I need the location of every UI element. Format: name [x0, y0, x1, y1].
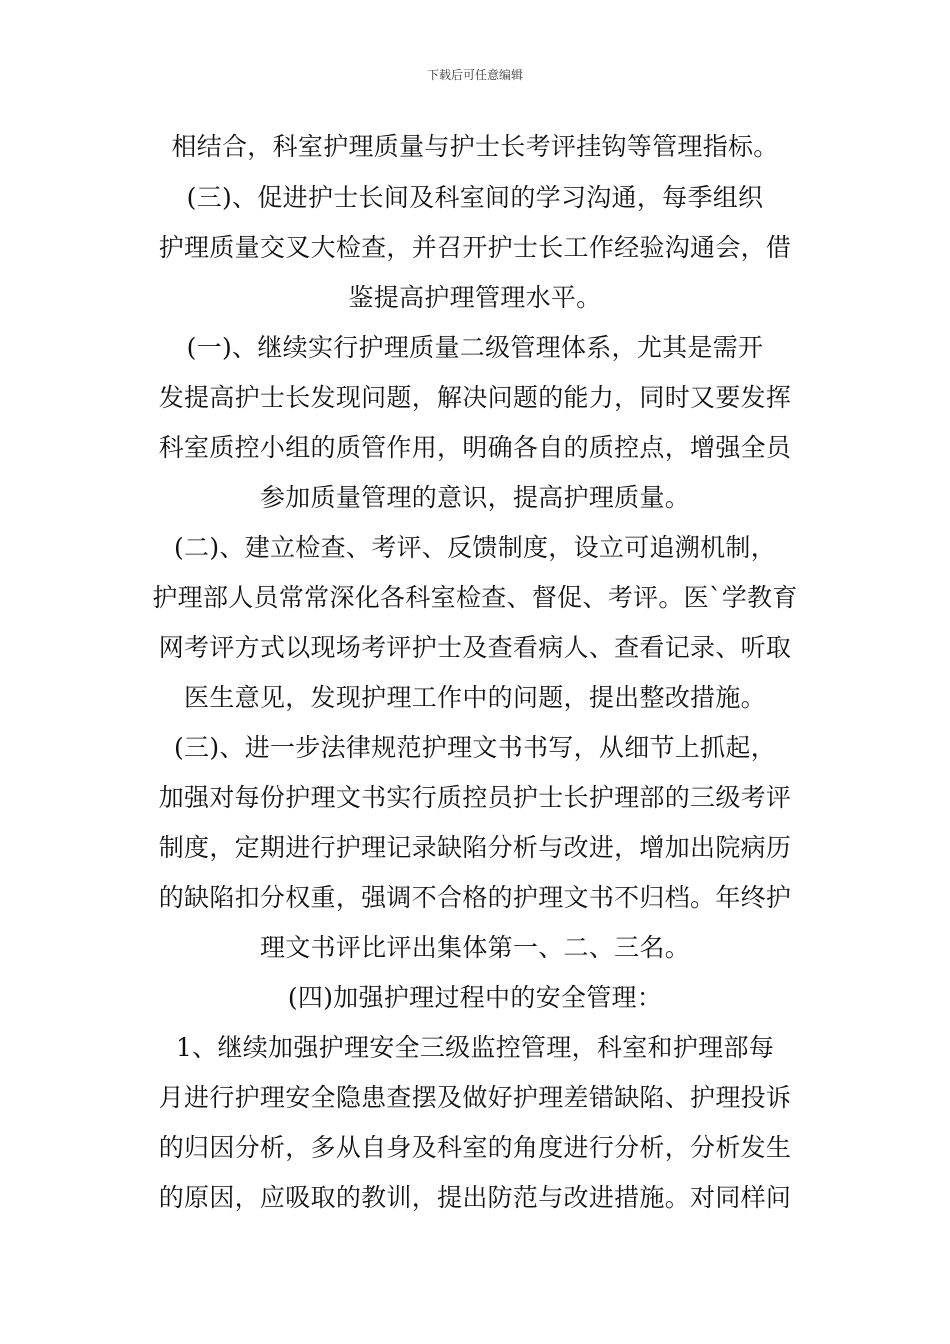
- text-line: (三)、进一步法律规范护理文书书写，从细节上抓起，: [173, 733, 776, 762]
- text-line: 科室质控小组的质管作用，明确各自的质控点，增强全员: [158, 433, 792, 462]
- text-line: 的原因，应吸取的教训，提出防范与改进措施。对同样问: [158, 1183, 792, 1212]
- text-line: 参加质量管理的意识，提高护理质量。: [259, 483, 691, 512]
- page-header: 下载后可任意编辑: [426, 68, 523, 82]
- text-line: 理文书评比评出集体第一、二、三名。: [259, 933, 691, 962]
- text-line: 护理质量交叉大检查，并召开护士长工作经验沟通会，借: [158, 233, 792, 262]
- text-line: 鉴提高护理管理水平。: [348, 283, 602, 312]
- text-line: (二)、建立检查、考评、反馈制度，设立可追溯机制，: [173, 533, 776, 562]
- text-line: 加强对每份护理文书实行质控员护士长护理部的三级考评: [158, 783, 792, 812]
- text-line: (一)、继续实行护理质量二级管理体系，尤其是需开: [186, 333, 764, 362]
- text-line: (三)、促进护士长间及科室间的学习沟通，每季组织: [186, 183, 764, 212]
- text-line: 月进行护理安全隐患查摆及做好护理差错缺陷、护理投诉: [158, 1083, 792, 1112]
- text-line: (四)加强护理过程中的安全管理：: [287, 983, 663, 1012]
- text-line: 医生意见，发现护理工作中的问题，提出整改措施。: [184, 683, 766, 712]
- text-line: 相结合，科室护理质量与护士长考评挂钩等管理指标。: [171, 132, 779, 161]
- text-line: 的缺陷扣分权重，强调不合格的护理文书不归档。年终护: [158, 883, 792, 912]
- text-line: 护理部人员常常深化各科室检查、督促、考评。医`学教育: [152, 583, 798, 612]
- text-line: 制度，定期进行护理记录缺陷分析与改进，增加出院病历: [158, 833, 792, 862]
- text-line: 网考评方式以现场考评护士及查看病人、查看记录、听取: [158, 633, 792, 662]
- text-line: 的归因分析，多从自身及科室的角度进行分析，分析发生: [158, 1133, 792, 1162]
- text-line: 发提高护士长发现问题，解决问题的能力，同时又要发挥: [158, 383, 792, 412]
- text-line: 1、继续加强护理安全三级监控管理，科室和护理部每: [175, 1033, 775, 1062]
